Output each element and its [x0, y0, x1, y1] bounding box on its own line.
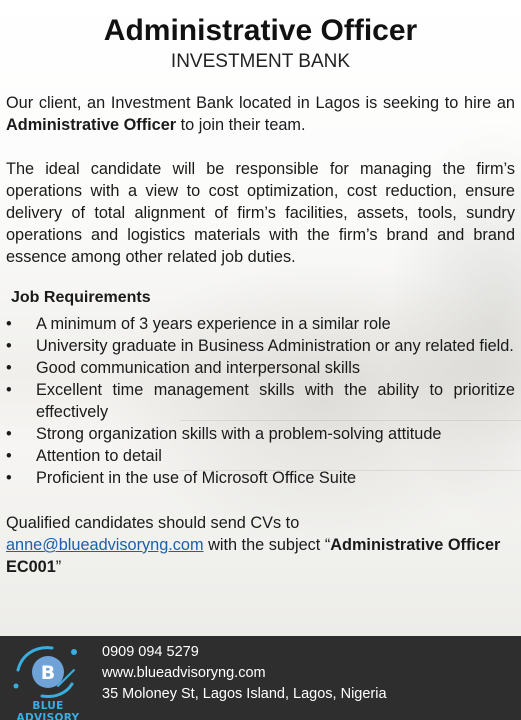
job-title: Administrative Officer: [103, 14, 418, 47]
list-item: [6, 379, 515, 423]
office-address: 35 Moloney St, Lagos Island, Lagos, Nigeria: [102, 686, 387, 702]
poster-header: [0, 0, 521, 74]
requirements-list: [6, 313, 515, 489]
email-subject: Administrative Officer EC001: [6, 536, 501, 576]
job-description-body: [6, 92, 515, 578]
bullet: •: [6, 381, 12, 399]
company-type: INVESTMENT BANK: [170, 51, 351, 72]
website-link[interactable]: www.blueadvisoryng.com: [102, 665, 266, 681]
email-link[interactable]: anne@blueadvisoryng.com: [6, 536, 204, 554]
bullet: •: [6, 447, 12, 465]
requirement-text: Attention to detail: [36, 447, 162, 465]
list-item: [6, 313, 515, 335]
phone-number[interactable]: 0909 094 5279: [102, 644, 199, 660]
contact-details: [102, 642, 387, 705]
application-instructions: [6, 512, 515, 578]
brand-name: BLUE ADVISORY: [16, 700, 80, 720]
closing-text: Qualified candidates should send CVs to: [6, 514, 300, 532]
logo-mark-icon: [2, 640, 94, 702]
requirement-text: University graduate in Business Administration or any related field.: [36, 337, 514, 355]
intro-role: Administrative Officer: [6, 116, 177, 134]
contact-footer: [0, 636, 521, 720]
role-description: The ideal candidate will be responsible for managing the firm’s operations with a view to cost optimization, cost reduction, ensure delivery of total alignment of firm’s facilities, assets, tools, sundry operations and logistics materials with the firm’s brand and brand essence among other related job duties.: [6, 160, 515, 266]
requirement-text: Proficient in the use of Microsoft Office Suite: [36, 469, 357, 487]
intro-text-end: to join their team.: [176, 116, 306, 134]
bullet: •: [6, 425, 12, 443]
bullet: •: [6, 315, 12, 333]
list-item: [6, 357, 515, 379]
list-item: [6, 445, 515, 467]
requirement-text: Good communication and interpersonal skills: [36, 359, 360, 377]
intro-paragraph: [6, 92, 515, 136]
list-item: [6, 467, 515, 489]
logo-letter: B: [40, 662, 56, 684]
blue-advisory-logo: [2, 640, 94, 718]
list-item: [6, 423, 515, 445]
bullet: •: [6, 359, 12, 377]
list-item: [6, 335, 515, 357]
requirement-text: A minimum of 3 years experience in a similar role: [36, 315, 391, 333]
closing-text-end: ”: [55, 558, 62, 576]
intro-text: Our client, an Investment Bank located in Lagos is seeking to hire an: [6, 94, 515, 112]
bullet: •: [6, 337, 12, 355]
requirements-heading: Job Requirements: [11, 289, 151, 306]
requirement-text: Strong organization skills with a problem-solving attitude: [36, 425, 442, 443]
closing-text-mid: with the subject “: [203, 536, 331, 554]
requirement-text: Excellent time management skills with the ability to prioritize effectively: [36, 381, 515, 421]
bullet: •: [6, 469, 12, 487]
